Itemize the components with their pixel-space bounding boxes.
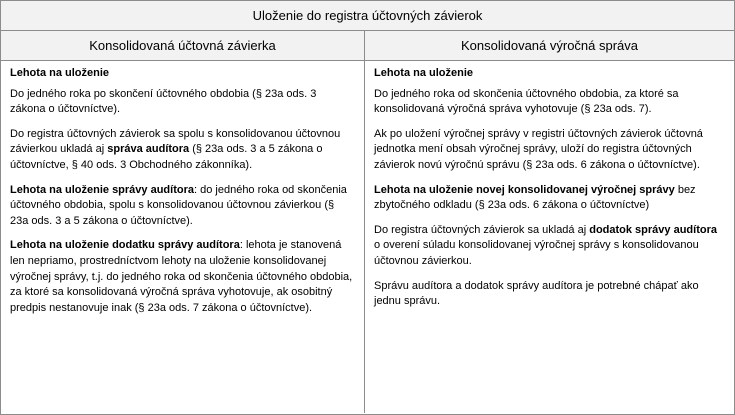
left-paragraph-3: Lehota na uloženie správy audítora: do jedného roka od skončenia účtovného obdobia, spolu s konsolidovanou účtovnou závierkou (§ 23a ods. 3 a 5 zákona o účtovníctve). [10,183,347,227]
left-paragraph-2: Do registra účtovných závierok sa spolu s konsolidovanou účtovnou závierkou ukladá aj správa audítora (§ 23a ods. 3 a 5 zákona o účtovníctve, § 40 ods. 3 Obchodného zákonníka). [10,127,341,171]
right-column-cell [365,61,734,413]
table-body-row [1,61,734,413]
right-paragraph-1: Do jedného roka od skončenia účtovného obdobia, za ktoré sa konsolidovaná výročná správa vyhotovuje (§ 23a ods. 7). [374,87,679,116]
right-paragraph-4: Do registra účtovných závierok sa ukladá aj dodatok správy audítora o overení súladu konsolidovanej výročnej správy s konsolidovanou účtovnou závierkou. [374,223,717,267]
right-paragraph-5: Správu audítora a dodatok správy audítora je potrebné chápať ako jednu správu. [374,279,699,308]
table-header-row [1,31,734,61]
right-paragraph-2: Ak po uložení výročnej správy v registri účtovných závierok účtovná jednotka mení obsah výročnej správy, uloží do registra účtovných závierok novú výročnú správu (§ 23a ods. 6 zákona o účtovníctve). [374,127,703,171]
header-consolidated-annual-report: Konsolidovaná výročná správa [460,38,639,53]
left-heading: Lehota na uloženie [10,67,110,79]
header-consolidated-financial-statements: Konsolidovaná účtovná závierka [1,31,365,60]
table-title: Uloženie do registra účtovných závierok [1,1,734,31]
right-paragraph-3: Lehota na uloženie novej konsolidovanej výročnej správy bez zbytočného odkladu (§ 23a ods. 6 zákona o účtovníctve) [374,183,696,212]
left-paragraph-1: Do jedného roka po skončení účtovného obdobia (§ 23a ods. 3 zákona o účtovníctve). [10,87,317,116]
left-column-cell [1,61,365,413]
left-paragraph-4: Lehota na uloženie dodatku správy audítora: lehota je stanovená len nepriamo, prostredníctvom lehoty na uloženie konsolidovanej výročnej správy, t.j. do jedného roka od skončenia účtovného obdobia, za ktoré sa konsolidovaná výročná správa vyhotovuje, ak osobitný predpis nestanovuje inak (§ 23a ods. 7 zákona o účtovníctve). [10,239,353,314]
right-heading: Lehota na uloženie [374,67,474,79]
